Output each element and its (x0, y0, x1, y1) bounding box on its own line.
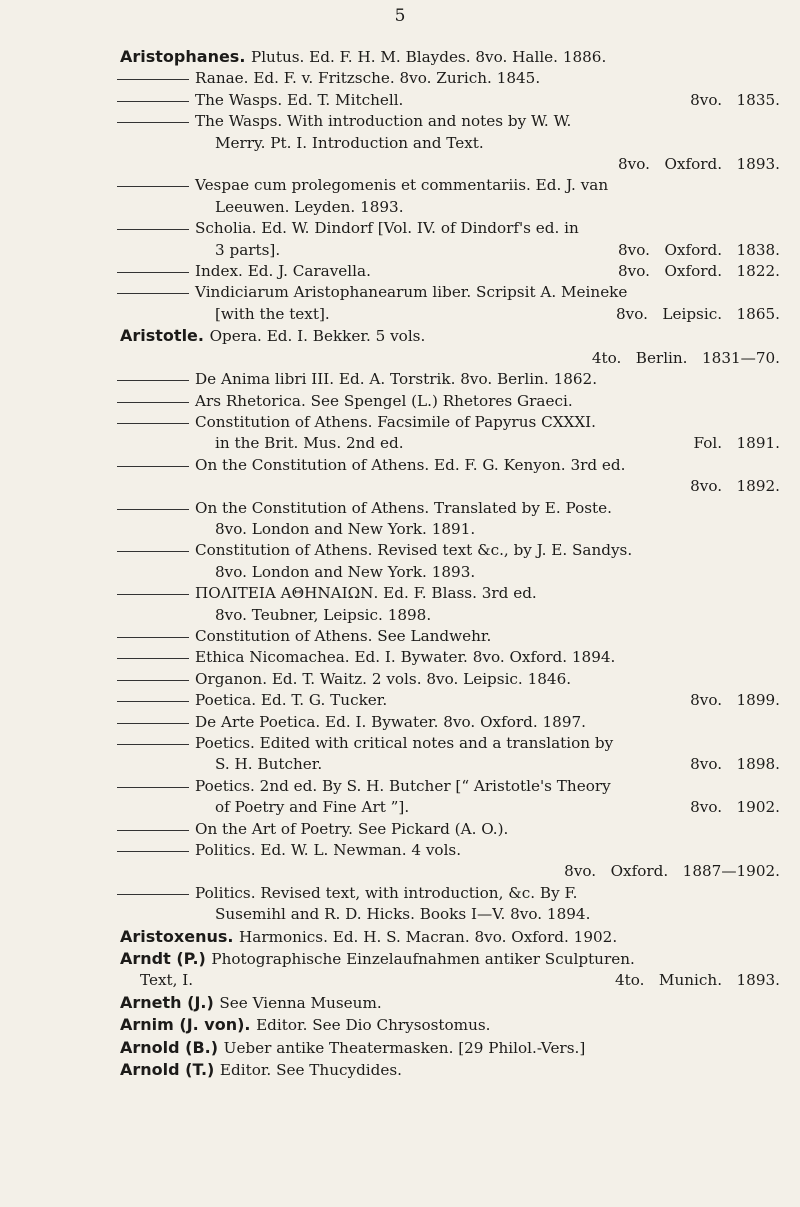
entry-line (195, 904, 780, 925)
entry-line (195, 240, 780, 261)
entry-line (195, 455, 780, 476)
entry-text: Constitution of Athens. Facsimile of Papyrus CXXXI. (195, 412, 596, 431)
sub-entry (195, 111, 780, 175)
entry-text: Poetics. Edited with critical notes and a translation by (195, 734, 614, 752)
entry-line (120, 948, 780, 970)
entry-text: Harmonics. Ed. H. S. Macran. 8vo. Oxford. 1902. (239, 927, 618, 946)
entry-line (195, 819, 780, 840)
entry-text: Poetica. Ed. T. G. Tucker. (195, 691, 388, 710)
sub-entry (195, 175, 780, 218)
entry-text: Ars Rhetorica. See Spengel (L.) Rhetores Graeci. (195, 391, 573, 410)
sub-entry (195, 261, 780, 282)
catalogue-entries (0, 46, 800, 1082)
entry-text: Ranae. Ed. F. v. Fritzsche. 8vo. Zurich. 1845. (195, 69, 541, 88)
sub-entry (195, 583, 780, 626)
entry-line (195, 197, 780, 218)
entry-text: Photographische Einzelaufnahmen antiker Sculpturen. (211, 950, 635, 969)
entry-line (195, 498, 780, 519)
entry-line (195, 647, 780, 668)
sub-entry (195, 90, 780, 111)
entry-imprint: 8vo. 1898. (690, 755, 780, 774)
entry-line (195, 840, 780, 861)
entry-text: 8vo. London and New York. 1893. (215, 562, 476, 581)
entry-text: Opera. Ed. I. Bekker. 5 vols. (209, 327, 426, 346)
entry-line (195, 154, 780, 175)
entry-text: Scholia. Ed. W. Dindorf [Vol. IV. of Dindorf's ed. in (195, 219, 579, 238)
entry-line (120, 1037, 780, 1059)
sub-entry (195, 68, 780, 89)
entry-text: Poetics. 2nd ed. By S. H. Butcher [“ Aristotle's Theory (195, 776, 611, 795)
entry-line (120, 348, 780, 369)
sub-entry (195, 498, 780, 541)
sub-entry (195, 647, 780, 668)
entry-line (195, 861, 780, 882)
entry-text: Politics. Revised text, with introduction, &c. By F. (195, 883, 578, 902)
entry-line (195, 519, 780, 540)
entry-text: Editor. See Dio Chrysostomus. (256, 1016, 491, 1035)
entry-text: Merry. Pt. I. Introduction and Text. (215, 133, 484, 152)
entry-imprint: 8vo. Oxford. 1838. (618, 240, 780, 259)
main-entry (120, 992, 780, 1014)
sub-entry (195, 819, 780, 840)
entry-imprint: 8vo. Leipsic. 1865. (615, 304, 780, 323)
entry-line (195, 797, 780, 818)
main-entry (120, 1014, 780, 1036)
main-entry (120, 1037, 780, 1059)
sub-entry (195, 669, 780, 690)
sub-entry (195, 883, 780, 926)
entry-line (195, 433, 780, 454)
entry-line (195, 476, 780, 497)
sub-entry (195, 540, 780, 583)
entry-imprint: 8vo. 1835. (690, 90, 780, 109)
entry-text: 8vo. London and New York. 1891. (215, 519, 476, 538)
entry-line (120, 992, 780, 1014)
entry-line (120, 1014, 780, 1036)
entry-imprint: 8vo. Oxford. 1822. (618, 262, 780, 281)
entry-imprint: Fol. 1891. (693, 434, 780, 453)
entry-imprint: 8vo. Oxford. 1893. (618, 155, 780, 174)
entry-text: On the Constitution of Athens. Translated by E. Poste. (195, 498, 612, 517)
entry-line (195, 111, 780, 132)
entry-text: Ethica Nicomachea. Ed. I. Bywater. 8vo. Oxford. 1894. (195, 648, 616, 667)
entry-line (195, 218, 780, 239)
entry-imprint: 4to. Berlin. 1831—70. (591, 348, 780, 367)
entry-line (195, 712, 780, 733)
sub-entry (195, 218, 780, 261)
entry-text: Constitution of Athens. Revised text &c., by J. E. Sandys. (195, 541, 633, 560)
entry-heading: Arndt (P.) (120, 949, 212, 969)
entry-imprint: 8vo. 1892. (690, 477, 780, 496)
entry-text: The Wasps. With introduction and notes by W. W. (195, 112, 572, 131)
entry-text: The Wasps. Ed. T. Mitchell. (195, 90, 404, 109)
entry-text: Index. Ed. J. Caravella. (195, 262, 371, 281)
entry-text: De Arte Poetica. Ed. I. Bywater. 8vo. Oxford. 1897. (195, 712, 586, 731)
entry-imprint: 8vo. 1902. (690, 798, 780, 817)
entry-text: 3 parts]. (215, 240, 281, 259)
entry-text: See Vienna Museum. (219, 993, 382, 1012)
entry-line (195, 690, 780, 711)
entry-text: Ueber antike Theatermasken. [29 Philol.-Vers.] (223, 1038, 586, 1057)
sub-entry (195, 840, 780, 883)
entry-text: Vespae cum prolegomenis et commentariis. Ed. J. van (195, 176, 609, 195)
main-entry (120, 325, 780, 369)
sub-entry (195, 626, 780, 647)
sub-entry (195, 369, 780, 390)
sub-entry (195, 733, 780, 776)
entry-text: ΠΟΛΙΤΕΙΑ ΑΘΗΝΑΙΩΝ. Ed. F. Blass. 3rd ed. (195, 584, 537, 603)
entry-line (195, 175, 780, 196)
entry-text: [with the text]. (215, 304, 330, 323)
entry-line (195, 133, 780, 154)
entry-imprint: 8vo. Oxford. 1887—1902. (564, 862, 780, 881)
entry-text: Plutus. Ed. F. H. M. Blaydes. 8vo. Halle. 1886. (250, 48, 607, 66)
sub-entry (195, 690, 780, 711)
entry-line (195, 754, 780, 775)
entry-line (195, 626, 780, 647)
entry-text: 8vo. Teubner, Leipsic. 1898. (215, 605, 432, 624)
entry-text: Vindiciarum Aristophanearum liber. Scripsit A. Meineke (195, 283, 628, 302)
entry-text: Constitution of Athens. See Landwehr. (195, 626, 492, 645)
entry-line (120, 1059, 780, 1081)
entry-line (120, 325, 780, 347)
sub-entry (195, 282, 780, 325)
entry-line (195, 261, 780, 282)
page-number: 5 (394, 6, 406, 26)
entry-imprint: 8vo. 1899. (690, 691, 780, 710)
entry-heading: Aristophanes. (120, 47, 251, 66)
entry-line (195, 883, 780, 904)
entry-heading: Aristoxenus. (120, 926, 240, 946)
entry-line (195, 733, 780, 754)
entry-text: Organon. Ed. T. Waitz. 2 vols. 8vo. Leipsic. 1846. (195, 669, 572, 688)
entry-line (195, 304, 780, 325)
entry-text: Text, I. (140, 971, 194, 990)
sub-entry (195, 455, 780, 498)
entry-heading: Arneth (J.) (120, 992, 220, 1012)
entry-line (195, 669, 780, 690)
sub-entry (195, 391, 780, 412)
entry-line (195, 90, 780, 111)
entry-heading: Arnold (T.) (120, 1060, 220, 1080)
entry-line (195, 391, 780, 412)
entry-text: On the Constitution of Athens. Ed. F. G. Kenyon. 3rd ed. (195, 455, 626, 474)
sub-entry (195, 776, 780, 819)
entry-imprint: 4to. Munich. 1893. (614, 971, 780, 990)
entry-line (195, 369, 780, 390)
entry-text: On the Art of Poetry. See Pickard (A. O.). (195, 819, 509, 838)
main-entry (120, 926, 780, 948)
main-entry (120, 948, 780, 992)
entry-heading: Arnim (J. von). (120, 1015, 257, 1035)
entry-text: Leeuwen. Leyden. 1893. (215, 197, 404, 216)
main-entry (120, 46, 780, 68)
entry-text: Editor. See Thucydides. (219, 1061, 402, 1080)
entry-line (120, 46, 780, 68)
entry-heading: Aristotle. (120, 326, 210, 346)
entry-text: Susemihl and R. D. Hicks. Books I—V. 8vo. 1894. (215, 905, 591, 924)
sub-entry (195, 712, 780, 733)
main-entry (120, 1059, 780, 1081)
entry-text: S. H. Butcher. (215, 755, 323, 774)
entry-line (195, 562, 780, 583)
sub-entry (195, 412, 780, 455)
entry-line (120, 970, 780, 991)
entry-line (195, 282, 780, 303)
entry-text: De Anima libri III. Ed. A. Torstrik. 8vo. Berlin. 1862. (195, 370, 598, 389)
entry-line (195, 540, 780, 561)
entry-line (195, 583, 780, 604)
entry-line (195, 68, 780, 89)
entry-text: in the Brit. Mus. 2nd ed. (215, 434, 404, 453)
entry-line (195, 776, 780, 797)
entry-heading: Arnold (B.) (120, 1037, 224, 1057)
entry-line (195, 605, 780, 626)
entry-line (195, 412, 780, 433)
entry-text: Politics. Ed. W. L. Newman. 4 vols. (195, 841, 462, 860)
entry-text: of Poetry and Fine Art ”]. (215, 798, 410, 817)
entry-line (120, 926, 780, 948)
